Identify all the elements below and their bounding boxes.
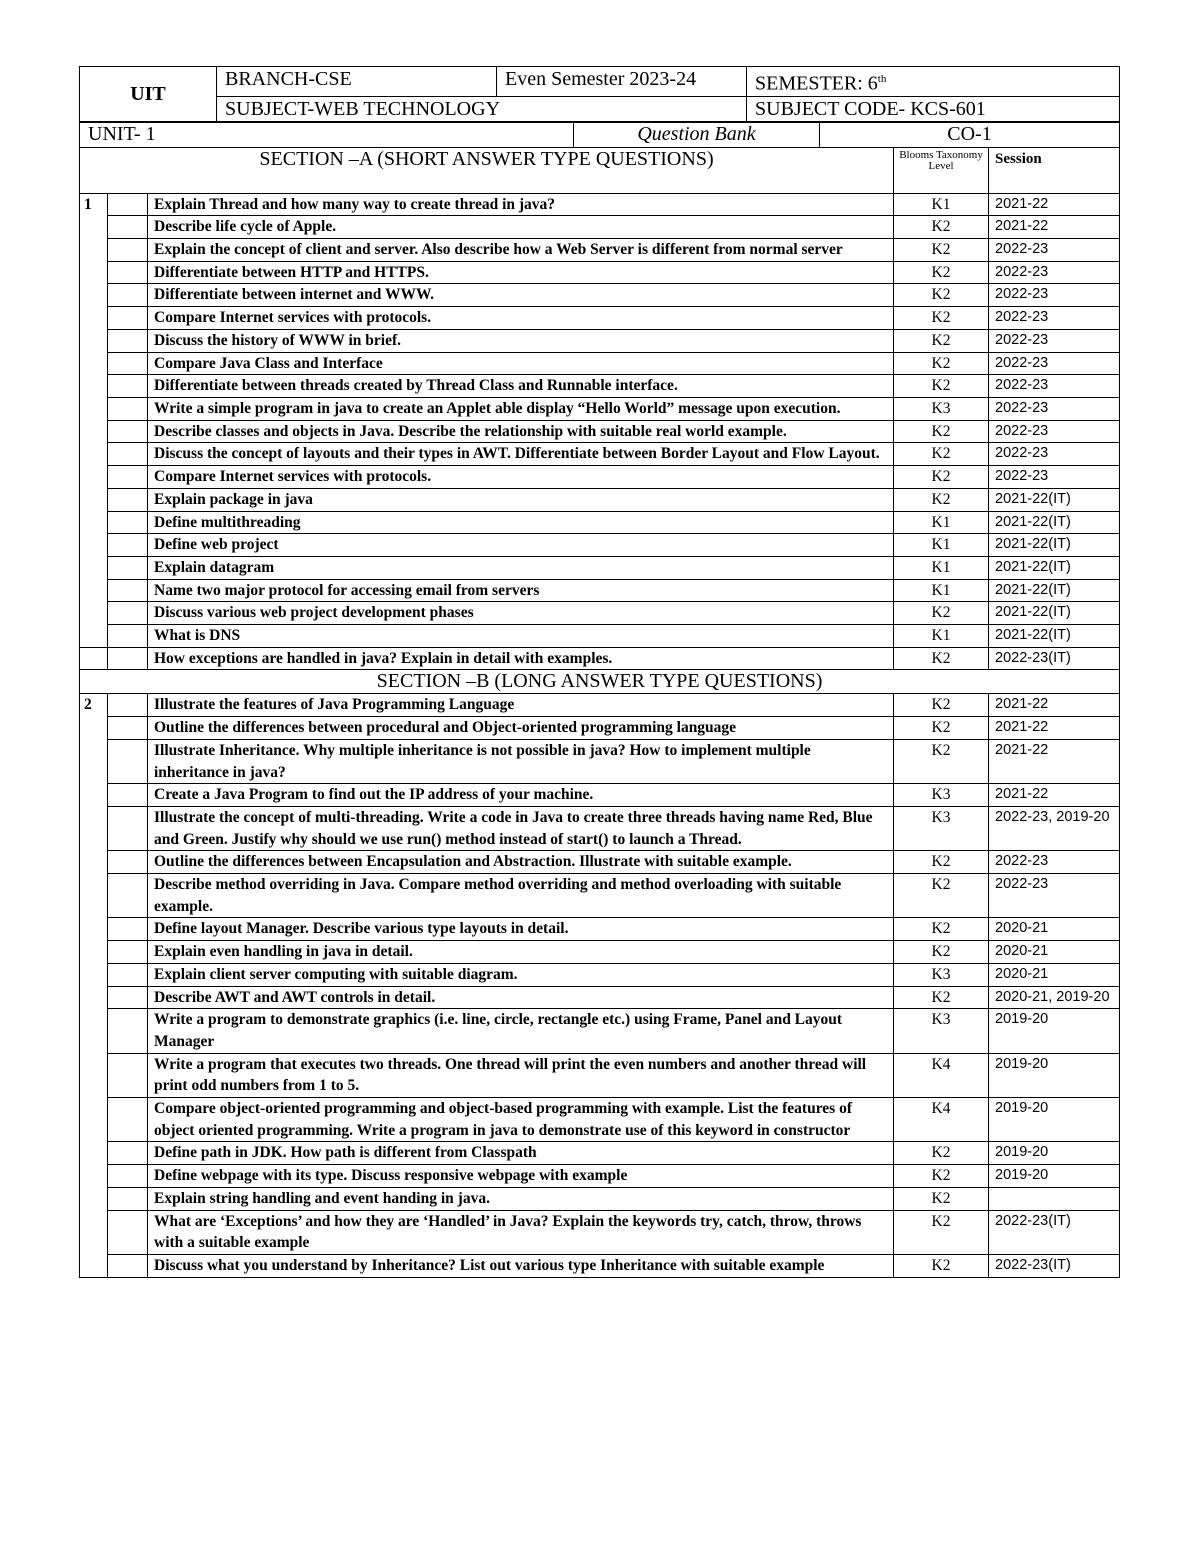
question-number (80, 625, 108, 648)
question-row (80, 488, 1120, 511)
question-subnumber (108, 1009, 148, 1053)
blooms-level: K2 (894, 307, 989, 330)
question-row (80, 420, 1120, 443)
question-row (80, 284, 1120, 307)
question-session: 2020-21 (989, 918, 1120, 941)
blooms-level: K2 (894, 443, 989, 466)
question-text: Illustrate Inheritance. Why multiple inheritance is not possible in java? How to implement multiple inheritance in java? (148, 739, 894, 783)
blooms-level: K2 (894, 352, 989, 375)
question-number (80, 851, 108, 874)
question-session: 2019-20 (989, 1009, 1120, 1053)
question-subnumber (108, 874, 148, 918)
question-text: Explain string handling and event handing in java. (148, 1187, 894, 1210)
question-session: 2021-22(IT) (989, 534, 1120, 557)
blooms-level: K3 (894, 806, 989, 850)
question-subnumber (108, 851, 148, 874)
question-row (80, 874, 1120, 918)
question-number (80, 397, 108, 420)
branch: BRANCH-CSE (217, 67, 497, 97)
question-text: Describe life cycle of Apple. (148, 216, 894, 239)
question-row (80, 1053, 1120, 1097)
question-row (80, 579, 1120, 602)
question-text: Write a simple program in java to create an Applet able display “Hello World” message upon execution. (148, 397, 894, 420)
question-text: Compare Internet services with protocols. (148, 466, 894, 489)
question-number (80, 1053, 108, 1097)
question-subnumber (108, 625, 148, 648)
question-subnumber (108, 739, 148, 783)
question-bank-label: Question Bank (574, 122, 820, 148)
question-text: Define layout Manager. Describe various type layouts in detail. (148, 918, 894, 941)
question-session: 2022-23 (989, 307, 1120, 330)
question-text: Explain client server computing with suitable diagram. (148, 963, 894, 986)
question-subnumber (108, 602, 148, 625)
question-subnumber (108, 556, 148, 579)
question-session: 2020-21, 2019-20 (989, 986, 1120, 1009)
question-number (80, 352, 108, 375)
question-row (80, 694, 1120, 717)
question-session: 2022-23 (989, 239, 1120, 262)
blooms-level: K1 (894, 534, 989, 557)
question-session: 2021-22 (989, 193, 1120, 216)
question-row (80, 1142, 1120, 1165)
question-subnumber (108, 1165, 148, 1188)
question-number (80, 1165, 108, 1188)
question-subnumber (108, 1255, 148, 1278)
blooms-level: K2 (894, 647, 989, 670)
question-session: 2022-23 (989, 261, 1120, 284)
questions-table (79, 147, 1120, 1278)
question-row (80, 534, 1120, 557)
question-subnumber (108, 216, 148, 239)
question-number (80, 1142, 108, 1165)
question-text: Define multithreading (148, 511, 894, 534)
question-subnumber (108, 806, 148, 850)
blooms-level: K2 (894, 986, 989, 1009)
question-number (80, 420, 108, 443)
question-subnumber (108, 352, 148, 375)
question-row (80, 466, 1120, 489)
blooms-header: Blooms Taxonomy Level (894, 147, 989, 193)
question-session: 2022-23 (989, 397, 1120, 420)
question-row (80, 307, 1120, 330)
semester-term: Even Semester 2023-24 (497, 67, 747, 97)
blooms-level: K3 (894, 784, 989, 807)
question-row (80, 1165, 1120, 1188)
question-session: 2022-23 (989, 466, 1120, 489)
blooms-level: K2 (894, 375, 989, 398)
question-subnumber (108, 420, 148, 443)
question-row (80, 239, 1120, 262)
question-text: Explain Thread and how many way to create thread in java? (148, 193, 894, 216)
question-session: 2021-22 (989, 739, 1120, 783)
question-session: 2021-22 (989, 784, 1120, 807)
session-header: Session (989, 147, 1120, 193)
question-row (80, 918, 1120, 941)
question-session: 2021-22 (989, 694, 1120, 717)
question-row (80, 986, 1120, 1009)
question-subnumber (108, 918, 148, 941)
institute-name: UIT (80, 67, 217, 123)
question-text: Define path in JDK. How path is different from Classpath (148, 1142, 894, 1165)
question-number (80, 918, 108, 941)
question-session: 2022-23 (989, 874, 1120, 918)
blooms-level: K1 (894, 625, 989, 648)
question-text: Write a program to demonstrate graphics (i.e. line, circle, rectangle etc.) using Frame, Panel and Layout Manager (148, 1009, 894, 1053)
header-table (79, 66, 1120, 123)
question-text: Define webpage with its type. Discuss responsive webpage with example (148, 1165, 894, 1188)
question-text: Outline the differences between procedural and Object-oriented programming language (148, 717, 894, 740)
question-session: 2021-22(IT) (989, 602, 1120, 625)
question-subnumber (108, 986, 148, 1009)
question-session: 2022-23(IT) (989, 647, 1120, 670)
question-number (80, 717, 108, 740)
question-number (80, 963, 108, 986)
question-bank-page (79, 66, 1119, 1278)
question-text: Name two major protocol for accessing email from servers (148, 579, 894, 602)
question-session: 2019-20 (989, 1053, 1120, 1097)
question-session: 2022-23 (989, 851, 1120, 874)
blooms-level: K2 (894, 694, 989, 717)
question-session: 2020-21 (989, 963, 1120, 986)
blooms-level: K1 (894, 556, 989, 579)
question-number (80, 534, 108, 557)
section-a-title: SECTION –A (SHORT ANSWER TYPE QUESTIONS) (80, 147, 894, 193)
question-number (80, 1210, 108, 1254)
blooms-level: K2 (894, 851, 989, 874)
question-text: Outline the differences between Encapsulation and Abstraction. Illustrate with suitable example. (148, 851, 894, 874)
blooms-level: K2 (894, 874, 989, 918)
question-subnumber (108, 397, 148, 420)
question-number (80, 874, 108, 918)
question-subnumber (108, 261, 148, 284)
question-session: 2022-23 (989, 352, 1120, 375)
question-row (80, 647, 1120, 670)
question-number (80, 941, 108, 964)
blooms-level: K2 (894, 466, 989, 489)
question-text: Explain datagram (148, 556, 894, 579)
question-number (80, 602, 108, 625)
blooms-level: K1 (894, 193, 989, 216)
blooms-level: K2 (894, 1165, 989, 1188)
question-number (80, 1098, 108, 1142)
question-session: 2022-23(IT) (989, 1210, 1120, 1254)
question-text: Illustrate the concept of multi-threading. Write a code in Java to create three threads having name Red, Blue and Green. Justify why should we use run() method instead of start() to launch a Thread. (148, 806, 894, 850)
question-row (80, 329, 1120, 352)
semester (747, 67, 1120, 97)
question-subnumber (108, 511, 148, 534)
blooms-level: K2 (894, 329, 989, 352)
question-subnumber (108, 1053, 148, 1097)
unit-label: UNIT- 1 (80, 122, 574, 148)
question-subnumber (108, 193, 148, 216)
question-subnumber (108, 1187, 148, 1210)
question-text: Illustrate the features of Java Programming Language (148, 694, 894, 717)
question-text: Differentiate between threads created by Thread Class and Runnable interface. (148, 375, 894, 398)
question-session: 2021-22(IT) (989, 511, 1120, 534)
question-text: What are ‘Exceptions’ and how they are ‘Handled’ in Java? Explain the keywords try, catch, throw, throws with a suitable example (148, 1210, 894, 1254)
blooms-level: K2 (894, 261, 989, 284)
question-row (80, 511, 1120, 534)
blooms-level: K3 (894, 963, 989, 986)
question-number (80, 784, 108, 807)
question-number (80, 647, 108, 670)
question-row (80, 602, 1120, 625)
question-number (80, 806, 108, 850)
question-number (80, 329, 108, 352)
question-row (80, 784, 1120, 807)
question-number (80, 488, 108, 511)
semester-suffix: th (877, 73, 887, 85)
section-a-questions (80, 193, 1120, 670)
question-subnumber (108, 284, 148, 307)
question-number (80, 239, 108, 262)
question-text: Differentiate between internet and WWW. (148, 284, 894, 307)
blooms-level: K2 (894, 1210, 989, 1254)
question-session: 2021-22 (989, 216, 1120, 239)
question-row (80, 717, 1120, 740)
question-text: Differentiate between HTTP and HTTPS. (148, 261, 894, 284)
question-row (80, 1255, 1120, 1278)
question-text: Discuss what you understand by Inheritance? List out various type Inheritance with suitable example (148, 1255, 894, 1278)
question-subnumber (108, 534, 148, 557)
question-row (80, 1187, 1120, 1210)
question-text: Describe AWT and AWT controls in detail. (148, 986, 894, 1009)
blooms-level: K2 (894, 602, 989, 625)
question-number (80, 579, 108, 602)
question-number (80, 443, 108, 466)
blooms-level: K1 (894, 579, 989, 602)
question-text: Compare object-oriented programming and object-based programming with example. List the features of object oriented programming. Write a program in java to demonstrate use of this keyword in constructor (148, 1098, 894, 1142)
blooms-level: K2 (894, 739, 989, 783)
question-subnumber (108, 239, 148, 262)
blooms-level: K4 (894, 1053, 989, 1097)
question-subnumber (108, 1098, 148, 1142)
question-text: Define web project (148, 534, 894, 557)
question-session: 2022-23, 2019-20 (989, 806, 1120, 850)
blooms-level: K2 (894, 918, 989, 941)
blooms-level: K2 (894, 941, 989, 964)
question-session: 2022-23 (989, 329, 1120, 352)
course-outcome: CO-1 (820, 122, 1120, 148)
question-session: 2021-22(IT) (989, 556, 1120, 579)
blooms-level: K2 (894, 717, 989, 740)
question-session: 2021-22 (989, 717, 1120, 740)
semester-label: SEMESTER: 6 (755, 72, 878, 95)
question-subnumber (108, 443, 148, 466)
question-subnumber (108, 579, 148, 602)
question-row (80, 216, 1120, 239)
question-number (80, 1009, 108, 1053)
question-session: 2019-20 (989, 1142, 1120, 1165)
question-subnumber (108, 941, 148, 964)
question-text: Explain package in java (148, 488, 894, 511)
question-session: 2020-21 (989, 941, 1120, 964)
section-b-title: SECTION –B (LONG ANSWER TYPE QUESTIONS) (80, 670, 1120, 694)
question-number (80, 284, 108, 307)
unit-row (79, 121, 1120, 148)
question-number (80, 986, 108, 1009)
blooms-level: K2 (894, 239, 989, 262)
question-row (80, 625, 1120, 648)
question-row (80, 556, 1120, 579)
question-subnumber (108, 1142, 148, 1165)
question-session: 2022-23 (989, 443, 1120, 466)
question-number (80, 511, 108, 534)
question-number (80, 261, 108, 284)
question-subnumber (108, 307, 148, 330)
blooms-level: K2 (894, 1187, 989, 1210)
question-text: How exceptions are handled in java? Explain in detail with examples. (148, 647, 894, 670)
question-text: Describe method overriding in Java. Compare method overriding and method overloading with suitable example. (148, 874, 894, 918)
question-session: 2022-23 (989, 284, 1120, 307)
question-row (80, 193, 1120, 216)
question-number (80, 216, 108, 239)
blooms-level: K2 (894, 216, 989, 239)
question-subnumber (108, 694, 148, 717)
question-number: 1 (80, 193, 108, 216)
blooms-level: K1 (894, 511, 989, 534)
question-text: Discuss the history of WWW in brief. (148, 329, 894, 352)
question-subnumber (108, 647, 148, 670)
question-row (80, 375, 1120, 398)
question-session (989, 1187, 1120, 1210)
question-row (80, 739, 1120, 783)
blooms-level: K2 (894, 1255, 989, 1278)
question-text: Create a Java Program to find out the IP address of your machine. (148, 784, 894, 807)
question-number (80, 466, 108, 489)
question-row (80, 1210, 1120, 1254)
question-number: 2 (80, 694, 108, 717)
question-number (80, 556, 108, 579)
blooms-level: K3 (894, 1009, 989, 1053)
question-subnumber (108, 329, 148, 352)
question-subnumber (108, 488, 148, 511)
question-session: 2021-22(IT) (989, 625, 1120, 648)
question-session: 2022-23(IT) (989, 1255, 1120, 1278)
question-row (80, 963, 1120, 986)
question-text: What is DNS (148, 625, 894, 648)
question-text: Explain even handling in java in detail. (148, 941, 894, 964)
question-number (80, 375, 108, 398)
question-text: Compare Java Class and Interface (148, 352, 894, 375)
question-text: Compare Internet services with protocols. (148, 307, 894, 330)
question-subnumber (108, 784, 148, 807)
question-number (80, 307, 108, 330)
question-subnumber (108, 466, 148, 489)
question-subnumber (108, 375, 148, 398)
question-text: Explain the concept of client and server. Also describe how a Web Server is different from normal server (148, 239, 894, 262)
question-session: 2019-20 (989, 1098, 1120, 1142)
question-row (80, 851, 1120, 874)
question-text: Discuss various web project development phases (148, 602, 894, 625)
blooms-level: K2 (894, 420, 989, 443)
question-session: 2019-20 (989, 1165, 1120, 1188)
question-text: Discuss the concept of layouts and their types in AWT. Differentiate between Border Layout and Flow Layout. (148, 443, 894, 466)
question-row (80, 806, 1120, 850)
question-subnumber (108, 717, 148, 740)
section-b-questions (80, 694, 1120, 1277)
subject-code: SUBJECT CODE- KCS-601 (747, 96, 1120, 122)
question-row (80, 1098, 1120, 1142)
question-text: Describe classes and objects in Java. Describe the relationship with suitable real world example. (148, 420, 894, 443)
question-row (80, 352, 1120, 375)
blooms-level: K2 (894, 284, 989, 307)
question-session: 2021-22(IT) (989, 488, 1120, 511)
blooms-level: K3 (894, 397, 989, 420)
question-row (80, 443, 1120, 466)
question-subnumber (108, 963, 148, 986)
question-session: 2022-23 (989, 420, 1120, 443)
question-text: Write a program that executes two threads. One thread will print the even numbers and another thread will print odd numbers from 1 to 5. (148, 1053, 894, 1097)
question-row (80, 941, 1120, 964)
question-subnumber (108, 1210, 148, 1254)
question-row (80, 397, 1120, 420)
question-session: 2022-23 (989, 375, 1120, 398)
subject: SUBJECT-WEB TECHNOLOGY (217, 96, 747, 122)
blooms-level: K2 (894, 488, 989, 511)
question-number (80, 1187, 108, 1210)
question-number (80, 1255, 108, 1278)
question-session: 2021-22(IT) (989, 579, 1120, 602)
blooms-level: K4 (894, 1098, 989, 1142)
question-number (80, 739, 108, 783)
blooms-level: K2 (894, 1142, 989, 1165)
question-row (80, 1009, 1120, 1053)
question-row (80, 261, 1120, 284)
